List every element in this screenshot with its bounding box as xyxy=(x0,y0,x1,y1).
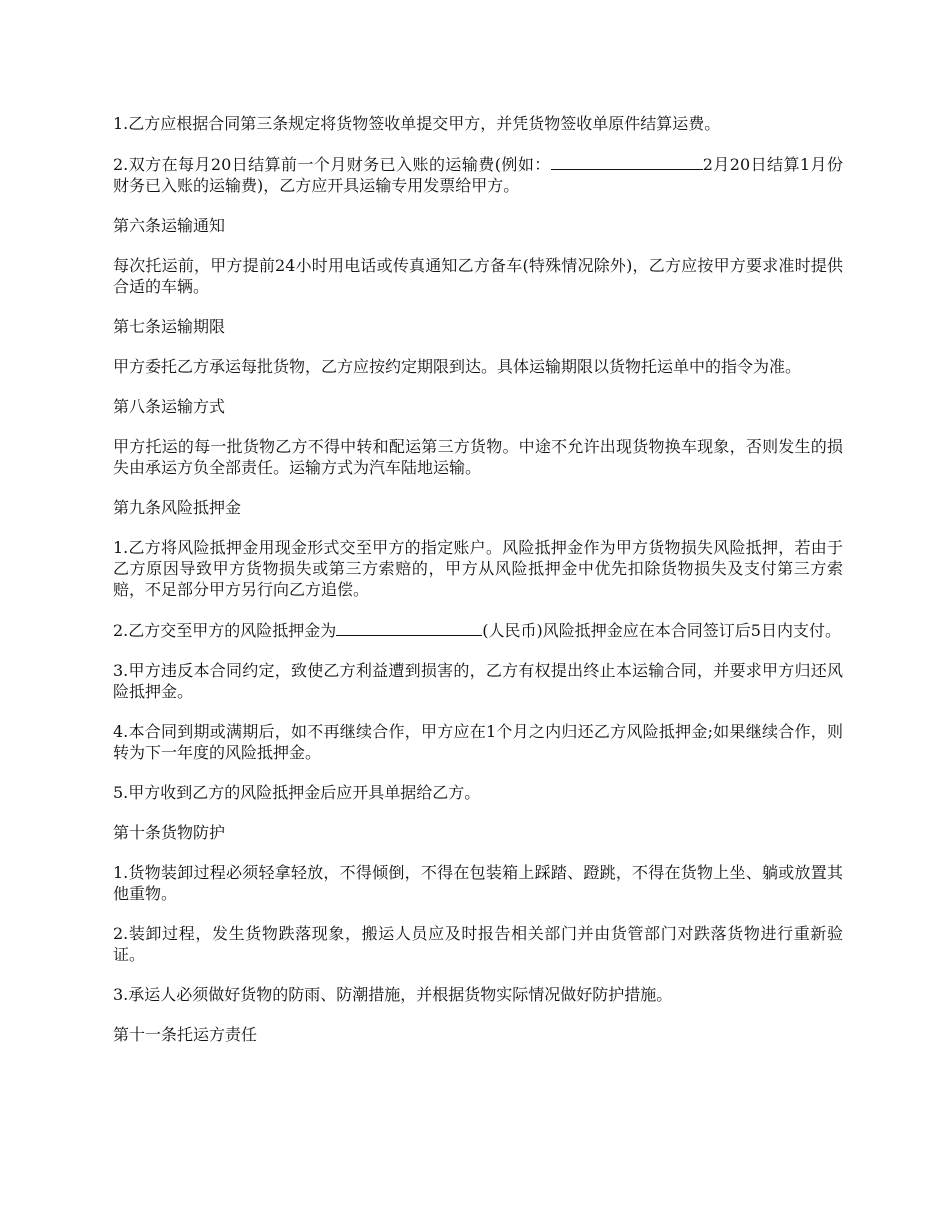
amount-blank-line xyxy=(336,619,482,636)
paragraph-protection-3: 3.承运人必须做好货物的防雨、防潮措施，并根据货物实际情况做好防护措施。 xyxy=(113,985,673,1004)
article-6-heading: 第六条运输通知 xyxy=(113,216,226,235)
paragraph-protection-2: 2.装卸过程，发生货物跌落现象，搬运人员应及时报告相关部门并由货管部门对跌落货物进行重新验证。 xyxy=(113,924,843,964)
paragraph-deposit-1: 1.乙方将风险抵押金用现金形式交至甲方的指定账户。风险抵押金作为甲方货物损失风险抵押，若由于乙方原因导致甲方货物损失或第三方索赔的，甲方从风险抵押金中优先扣除货物损失及支付第三方索赔，不足部分甲方另行向乙方追偿。 xyxy=(113,538,843,599)
paragraph-settlement-2-lead: 2.双方在每月20日结算前一个月财务已入账的运输费(例如： xyxy=(113,155,551,174)
paragraph-transport-mode: 甲方托运的每一批货物乙方不得中转和配运第三方货物。中途不允许出现货物换车现象，否则发生的损失由承运方负全部责任。运输方式为汽车陆地运输。 xyxy=(113,437,843,477)
paragraph-transport-period: 甲方委托乙方承运每批货物，乙方应按约定期限到达。具体运输期限以货物托运单中的指令为准。 xyxy=(113,357,802,376)
paragraph-deposit-3: 3.甲方违反本合同约定，致使乙方利益遭到损害的，乙方有权提出终止本运输合同，并要求甲方归还风险抵押金。 xyxy=(113,661,843,701)
paragraph-deposit-5: 5.甲方收到乙方的风险抵押金后应开具单据给乙方。 xyxy=(113,783,481,802)
paragraph-transport-notice: 每次托运前，甲方提前24小时用电话或传真通知乙方备车(特殊情况除外)，乙方应按甲方要求准时提供合适的车辆。 xyxy=(113,256,843,296)
article-11-heading: 第十一条托运方责任 xyxy=(113,1025,258,1044)
paragraph-settlement-1: 1.乙方应根据合同第三条规定将货物签收单提交甲方，并凭货物签收单原件结算运费。 xyxy=(113,114,721,133)
contract-page xyxy=(113,113,843,1064)
article-9-heading: 第九条风险抵押金 xyxy=(113,498,242,517)
article-8-heading: 第八条运输方式 xyxy=(113,397,226,416)
paragraph-settlement-2 xyxy=(113,153,843,196)
paragraph-protection-1: 1.货物装卸过程必须轻拿轻放，不得倾倒，不得在包装箱上踩踏、蹬跳，不得在货物上坐、躺或放置其他重物。 xyxy=(113,863,843,903)
date-blank-line xyxy=(551,153,703,170)
paragraph-deposit-2-tail: (人民币)风险抵押金应在本合同签订后5日内支付。 xyxy=(482,621,841,640)
paragraph-deposit-2-lead: 2.乙方交至甲方的风险抵押金为 xyxy=(113,621,337,640)
paragraph-deposit-4: 4.本合同到期或满期后，如不再继续合作，甲方应在1个月之内归还乙方风险抵押金;如果继续合作，则转为下一年度的风险抵押金。 xyxy=(113,722,843,762)
paragraph-deposit-2 xyxy=(113,619,843,641)
article-10-heading: 第十条货物防护 xyxy=(113,823,226,842)
article-7-heading: 第七条运输期限 xyxy=(113,317,226,336)
paragraph-settlement-2-tail: 2月20日结算1月份财务已入账的运输费)，乙方应开具运输专用发票给甲方。 xyxy=(113,155,843,195)
